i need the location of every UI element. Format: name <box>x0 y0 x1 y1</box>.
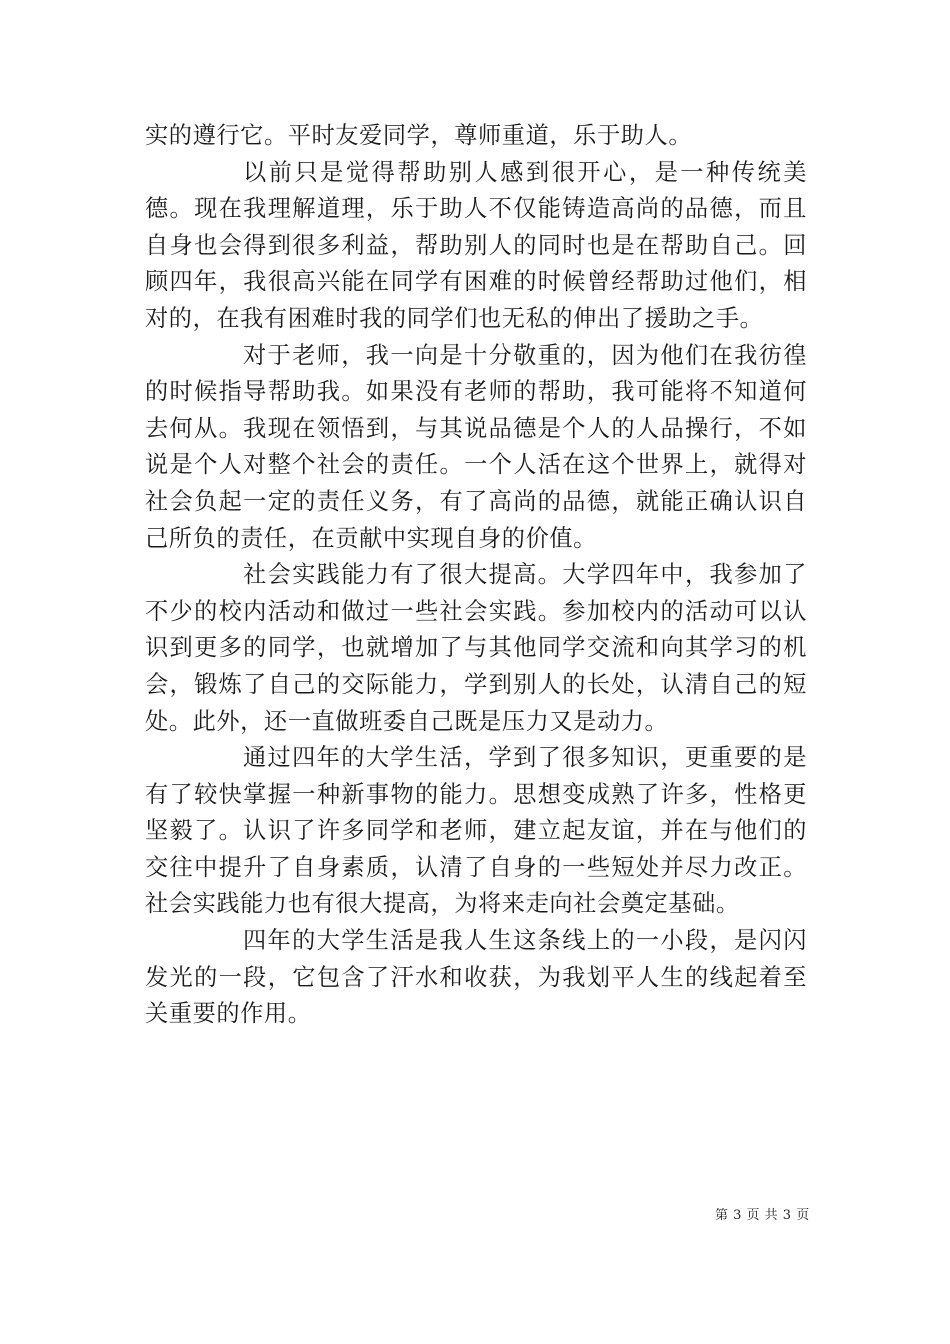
page-number-footer: 第 3 页 共 3 页 <box>715 1208 810 1223</box>
paragraph-respect-teachers: 对于老师，我一向是十分敬重的，因为他们在我彷徨的时候指导帮助我。如果没有老师的帮助，我可能将不知道何去何从。我现在领悟到，与其说品德是个人的人品操行，不如说是个人对整个社会的责任。一个人活在这个世界上，就得对社会负起一定的责任义务，有了高尚的品德，就能正确认识自己所负的责任，在贡献中实现自身的价值。 <box>145 341 807 552</box>
paragraph-conclusion: 四年的大学生活是我人生这条线上的一小段，是闪闪发光的一段，它包含了汗水和收获，为我划平人生的线起着至关重要的作用。 <box>145 927 807 1028</box>
document-body <box>145 118 807 1033</box>
paragraph-continuation: 实的遵行它。平时友爱同学，尊师重道，乐于助人。 <box>145 122 693 149</box>
paragraph-helping-others: 以前只是觉得帮助别人感到很开心，是一种传统美德。现在我理解道理，乐于助人不仅能铸造高尚的品德，而且自身也会得到很多利益，帮助别人的同时也是在帮助自己。回顾四年，我很高兴能在同学有困难的时候曾经帮助过他们，相对的，在我有困难时我的同学们也无私的伸出了援助之手。 <box>145 158 807 332</box>
paragraph-social-practice: 社会实践能力有了很大提高。大学四年中，我参加了不少的校内活动和做过一些社会实践。参加校内的活动可以认识到更多的同学，也就增加了与其他同学交流和向其学习的机会，锻炼了自己的交际能力，学到别人的长处，认清自己的短处。此外，还一直做班委自己既是压力又是动力。 <box>145 561 807 735</box>
paragraph-university-life: 通过四年的大学生活，学到了很多知识，更重要的是有了较快掌握一种新事物的能力。思想变成熟了许多，性格更坚毅了。认识了许多同学和老师，建立起友谊，并在与他们的交往中提升了自身素质，认清了自身的一些短处并尽力改正。社会实践能力也有很大提高，为将来走向社会奠定基础。 <box>145 744 807 918</box>
